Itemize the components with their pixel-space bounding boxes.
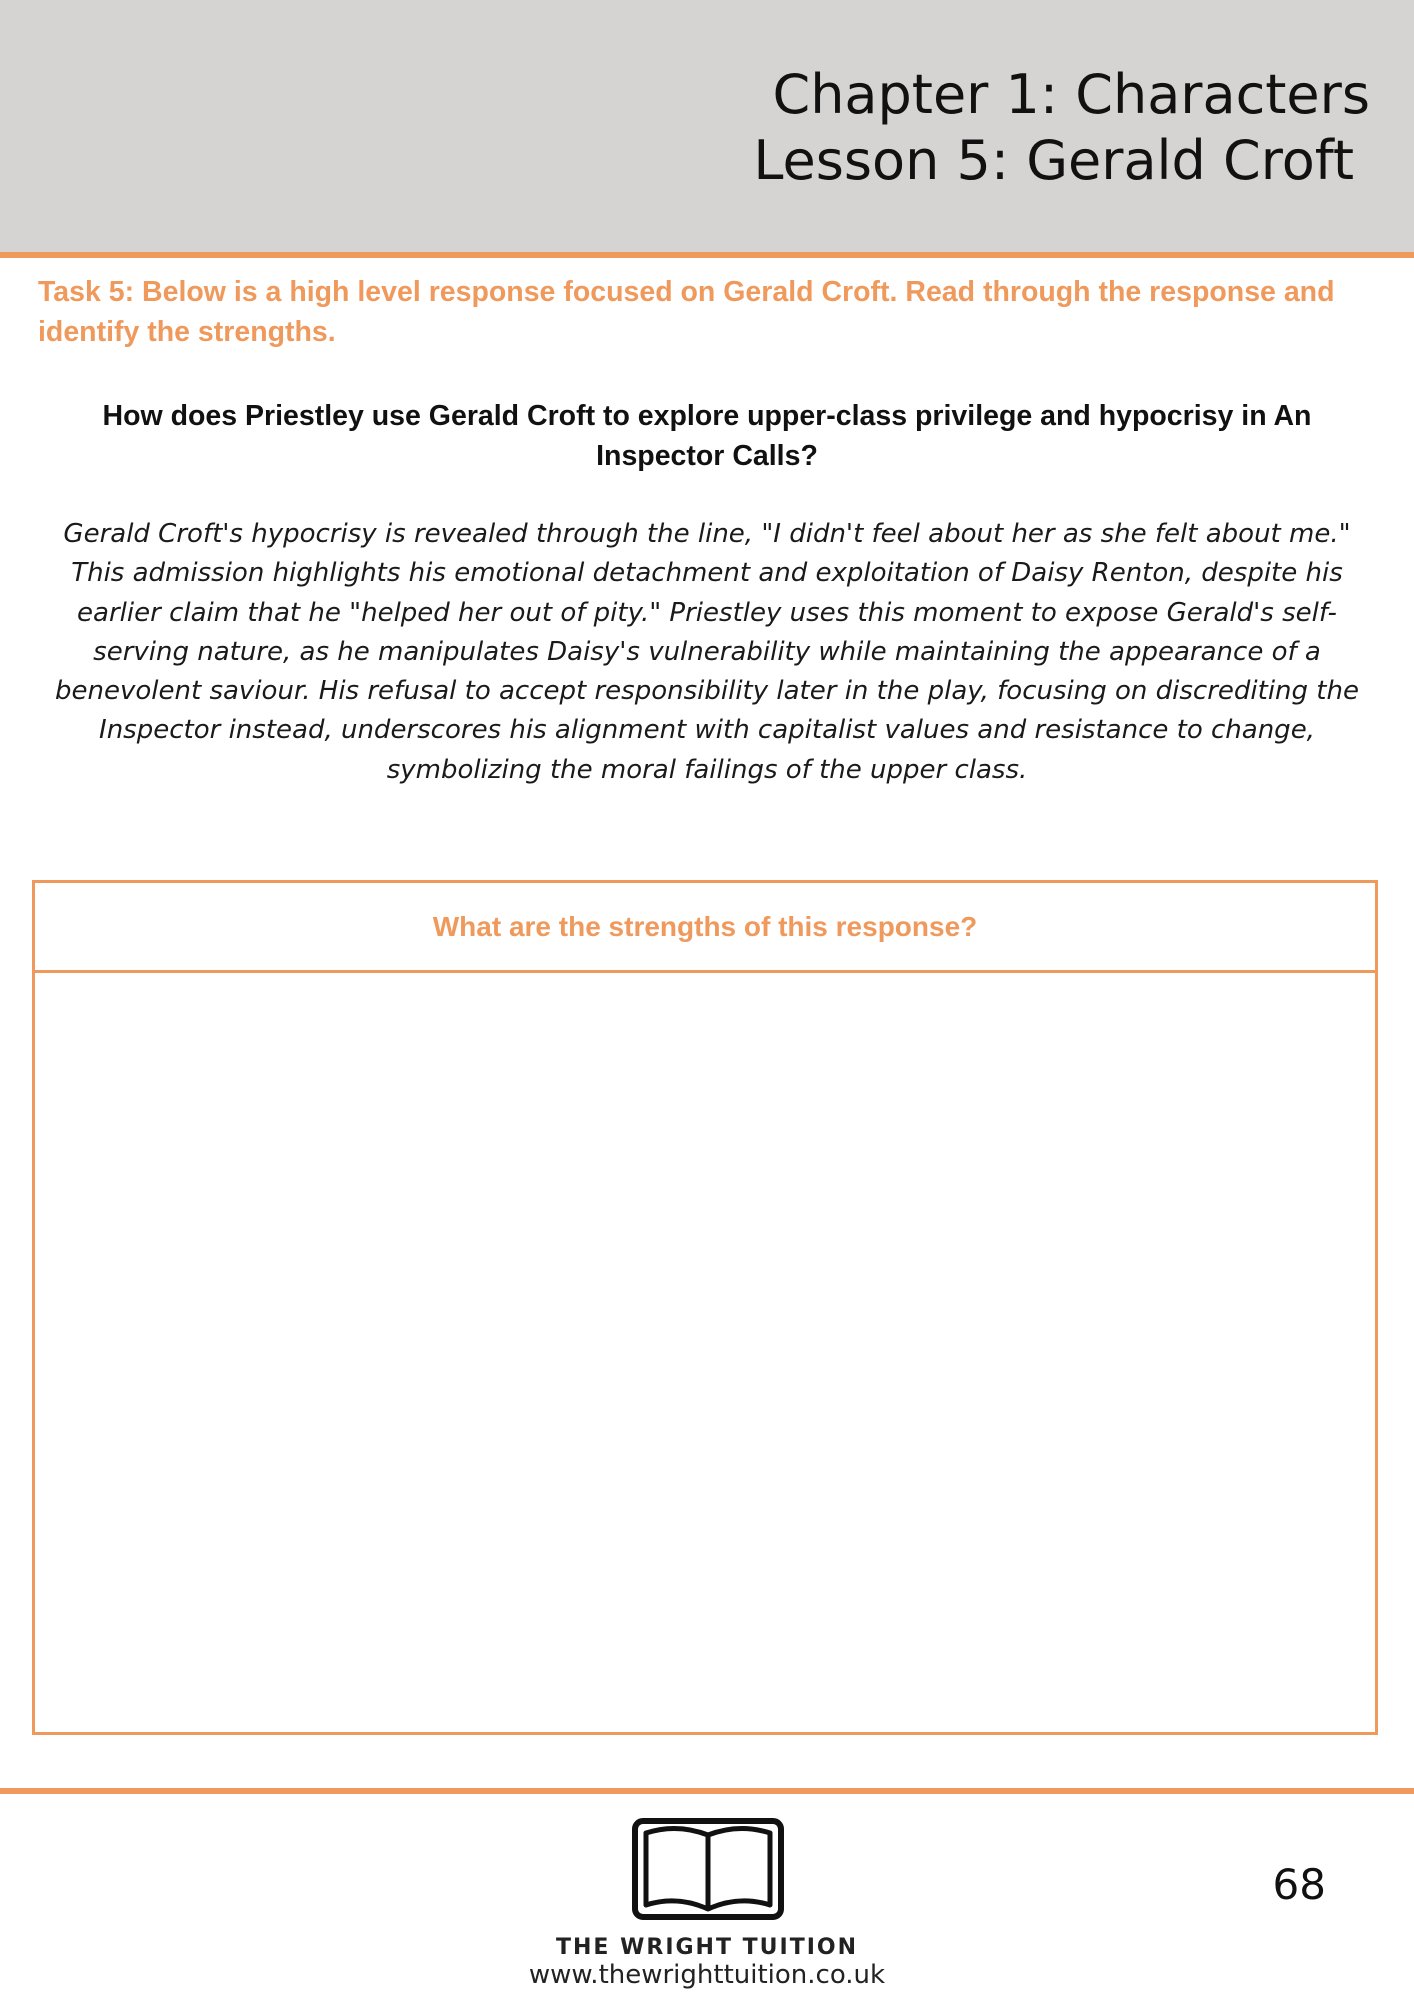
answer-box-header [35,883,1375,973]
brand-url[interactable]: www.thewrighttuition.co.uk [528,1960,886,1990]
chapter-title: Chapter 1: Characters [772,63,1370,126]
essay-question: How does Priestley use Gerald Croft to explore upper-class privilege and hypocrisy in An Inspector Calls? [102,400,1312,472]
model-response: Gerald Croft's hypocrisy is revealed through the line, "I didn't feel about her as she felt about me." This admission highlights his emotional detachment and exploitation of Daisy Renton, despite his earlier claim that he "helped her out of pity." Priestley uses this moment to expose Gerald's self-serving nature, as he manipulates Daisy's vulnerability while maintaining the appearance of a benevolent saviour. His refusal to accept responsibility later in the play, focusing on discrediting the Inspector instead, underscores his alignment with capitalist values and resistance to change, symbolizing the moral failings of the upper class. [55,519,1359,785]
header-divider [0,252,1414,258]
answer-box [32,880,1378,1735]
answer-writing-area[interactable] [35,973,1375,1732]
task-instruction: Task 5: Below is a high level response focused on Gerald Croft. Read through the response and identify the strengths. [38,276,1335,348]
lesson-title: Lesson 5: Gerald Croft [753,129,1354,192]
answer-prompt: What are the strengths of this response? [432,910,978,942]
footer-divider [0,1788,1414,1794]
page-number: 68 [1272,1860,1326,1909]
brand-name: THE WRIGHT TUITION [556,1935,858,1960]
open-book-icon [632,1817,784,1925]
